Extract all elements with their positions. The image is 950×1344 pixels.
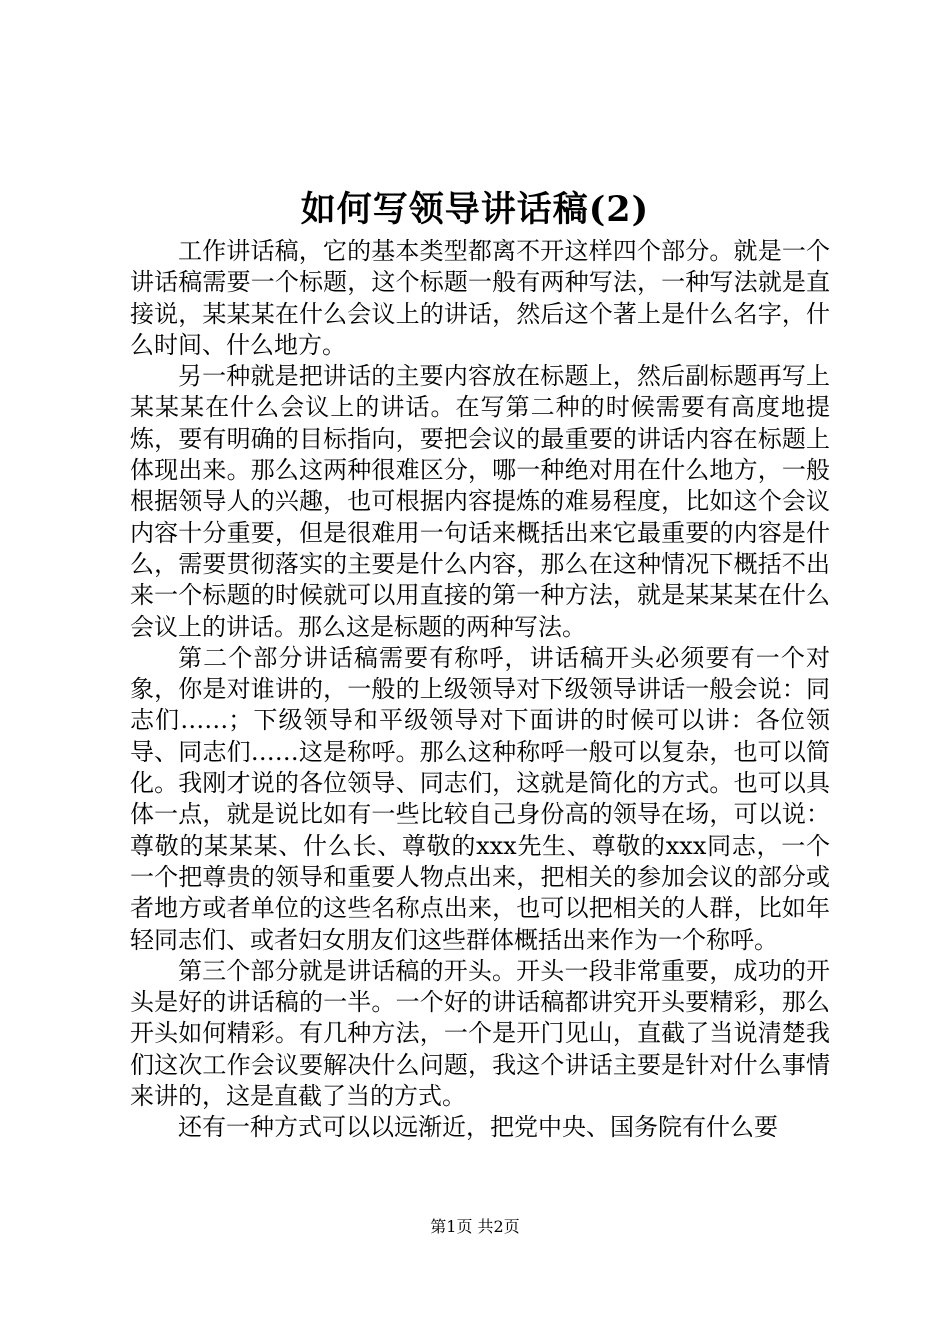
paragraph-5: 还有一种方式可以以远渐近，把党中央、国务院有什么要 [178,1113,778,1142]
paragraph-4: 第三个部分就是讲话稿的开头。开头一段非常重要，成功的开头是好的讲话稿的一半。一个好的讲话稿都讲究开头要精彩，那么开头如何精彩。有几种方法，一个是开门见山，直截了当说清楚我们这次工作会议要解决什么问题，我这个讲话主要是针对什么事情来讲的，这是直截了当的方式。 [130,956,830,1111]
document-title: 如何写领导讲话稿(2) [300,189,650,230]
document-body [130,236,830,1144]
page-footer: 第1页 共2页 [430,1217,520,1236]
paragraph-2: 另一种就是把讲话的主要内容放在标题上，然后副标题再写上某某某在什么会议上的讲话。在写第二种的时候需要有高度地提炼，要有明确的目标指向，要把会议的最重要的讲话内容在标题上体现出来。那么这两种很难区分，哪一种绝对用在什么地方，一般根据领导人的兴趣，也可根据内容提炼的难易程度，比如这个会议内容十分重要，但是很难用一句话来概括出来它最重要的内容是什么，需要贯彻落实的主要是什么内容，那么在这种情况下概括不出来一个标题的时候就可以用直接的第一种方法，就是某某某在什么会议上的讲话。那么这是标题的两种写法。 [130,362,830,641]
paragraph-1: 工作讲话稿，它的基本类型都离不开这样四个部分。就是一个讲话稿需要一个标题，这个标题一般有两种写法，一种写法就是直接说，某某某在什么会议上的讲话，然后这个著上是什么名字，什么时间、什么地方。 [130,237,830,359]
paragraph-3: 第二个部分讲话稿需要有称呼，讲话稿开头必须要有一个对象，你是对谁讲的，一般的上级领导对下级领导讲话一般会说：同志们……；下级领导和平级领导对下面讲的时候可以讲：各位领导、同志们……这是称呼。那么这种称呼一般可以复杂，也可以简化。我刚才说的各位领导、同志们，这就是简化的方式。也可以具体一点，就是说比如有一些比较自己身份高的领导在场，可以说：尊敬的某某某、什么长、尊敬的xxx先生、尊敬的xxx同志，一个一个把尊贵的领导和重要人物点出来，把相关的参加会议的部分或者地方或者单位的这些名称点出来，也可以把相关的人群，比如年轻同志们、或者妇女朋友们这些群体概括出来作为一个称呼。 [130,643,830,954]
